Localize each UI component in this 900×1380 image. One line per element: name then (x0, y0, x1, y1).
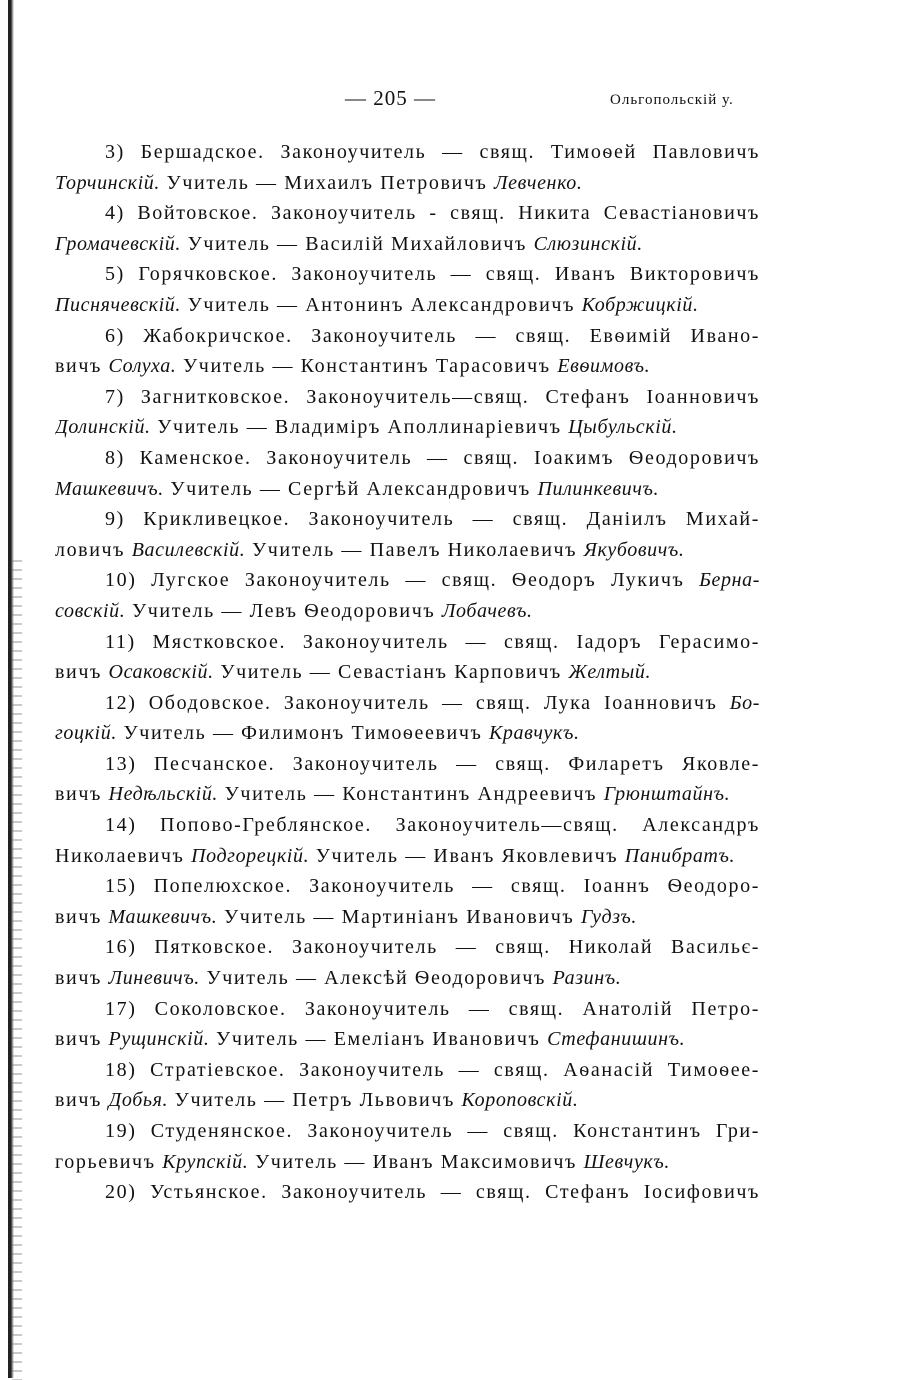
text-run: вичъ (55, 905, 109, 928)
entry-first-line (55, 565, 760, 596)
text-run: Учитель — Михаилъ Петровичъ (160, 171, 495, 194)
entry-first-line (55, 198, 760, 229)
italic-name: Лобачевъ. (441, 599, 533, 622)
entry-continuation-line (55, 841, 760, 872)
italic-name: Цыбульскій. (568, 416, 678, 439)
text-run: Учитель — Петръ Львовичъ (168, 1089, 462, 1112)
text-run: вичъ (55, 355, 109, 378)
italic-name: Кобржицкій. (581, 293, 699, 316)
entry-first-line (55, 382, 760, 413)
italic-name: Грюнштайнъ. (603, 783, 731, 806)
text-run: 20) Устьянское. Законоучитель — свящ. Стефанъ Іосифовичъ (105, 1181, 760, 1204)
italic-name: Подгорецкій. (191, 844, 310, 867)
entry-continuation-line (55, 290, 760, 321)
entry-first-line (55, 688, 760, 719)
italic-name: Разинъ. (552, 967, 622, 990)
text-run: Учитель — Алексѣй Ѳеодоровичъ (199, 967, 553, 990)
text-run: 19) Студенянское. Законоучитель — свящ. Константинъ Гри- (105, 1120, 760, 1142)
italic-name: Рущинскій. (108, 1028, 210, 1051)
entry-first-line (55, 627, 760, 658)
text-run: Учитель — Павелъ Николаевичъ (245, 538, 584, 561)
entry-continuation-line (55, 1085, 760, 1116)
entry-paragraph (55, 198, 760, 259)
text-run: Учитель — Иванъ Яковлевичъ (309, 844, 625, 867)
page-body (55, 137, 760, 1208)
entry-paragraph (55, 137, 760, 198)
entry-paragraph (55, 627, 760, 688)
entry-paragraph (55, 1177, 760, 1208)
entry-paragraph (55, 810, 760, 871)
text-run: Учитель — Емеліанъ Ивановичъ (209, 1028, 548, 1051)
entry-continuation-line (55, 229, 760, 260)
entry-first-line (55, 137, 760, 168)
text-run: 7) Загнитковское. Законоучитель—свящ. Стефанъ Іоанновичъ (105, 385, 760, 408)
italic-name: гоцкій. (55, 722, 117, 745)
italic-name: Левченко. (494, 171, 583, 194)
text-run: горьевичъ (55, 1150, 163, 1173)
entry-paragraph (55, 688, 760, 749)
page-number: — 205 — (345, 86, 436, 110)
italic-name: Берна- (699, 569, 760, 592)
italic-name: Долинскій. (55, 416, 151, 439)
entry-paragraph (55, 321, 760, 382)
entry-first-line (55, 1177, 760, 1208)
italic-name: Крупскій. (162, 1150, 249, 1173)
italic-name: Кравчукъ. (489, 722, 580, 745)
entry-paragraph (55, 259, 760, 320)
text-run: 13) Песчанское. Законоучитель — свящ. Филаретъ Яковле- (105, 752, 760, 775)
text-run: 11) Мястковское. Законоучитель — свящ. Іадоръ Герасимо- (105, 630, 760, 653)
italic-name: Слюзинскій. (533, 232, 643, 255)
entry-continuation-line (55, 412, 760, 443)
entry-paragraph (55, 871, 760, 932)
text-run: Учитель — Константинъ Андреевичъ (218, 783, 604, 806)
entry-continuation-line (55, 718, 760, 749)
italic-name: Линевичъ. (108, 967, 200, 990)
entry-first-line (55, 443, 760, 474)
text-run: Учитель — Мартиніанъ Ивановичъ (217, 905, 581, 928)
italic-name: Панибратъ. (624, 844, 736, 867)
text-run: 8) Каменское. Законоучитель — свящ. Іоакимъ Ѳеодоровичъ (105, 446, 760, 469)
text-run: Учитель — Севастіанъ Карповичъ (213, 661, 569, 684)
entry-continuation-line (55, 963, 760, 994)
text-run: 3) Бершадское. Законоучитель — свящ. Тимоѳей Павловичъ (105, 141, 760, 163)
entry-first-line (55, 932, 760, 963)
text-run: 10) Лугское Законоучитель — свящ. Ѳеодоръ Лукичъ (105, 569, 700, 592)
italic-name: Желтый. (568, 661, 652, 684)
text-run: Учитель — Константинъ Тарасовичъ (176, 355, 558, 378)
scan-edge-noise (12, 560, 22, 1380)
text-run: Учитель — Иванъ Максимовичъ (248, 1150, 584, 1173)
text-run: вичъ (55, 783, 109, 806)
italic-name: Громачевскій. (55, 232, 181, 255)
italic-name: Добья. (108, 1089, 169, 1112)
text-run: Учитель — Левъ Ѳеодоровичъ (125, 599, 442, 622)
entry-first-line (55, 1055, 760, 1086)
entry-paragraph (55, 932, 760, 993)
text-run: ловичъ (55, 538, 132, 561)
italic-name: Торчинскій. (55, 171, 160, 194)
entry-paragraph (55, 565, 760, 626)
entry-paragraph (55, 749, 760, 810)
text-run: Учитель — Сергѣй Александровичъ (163, 477, 538, 500)
text-run: 17) Соколовское. Законоучитель — свящ. Анатолій Петро- (105, 997, 760, 1020)
entry-paragraph (55, 504, 760, 565)
entry-first-line (55, 994, 760, 1025)
entry-paragraph (55, 1116, 760, 1177)
text-run: Николаевичъ (55, 844, 192, 867)
entry-continuation-line (55, 1147, 760, 1178)
entry-continuation-line (55, 657, 760, 688)
italic-name: Недѣльскій. (108, 783, 219, 806)
entry-continuation-line (55, 535, 760, 566)
entry-first-line (55, 871, 760, 902)
italic-name: Машкевичъ. (55, 477, 164, 500)
text-run: 14) Попово-Греблянское. Законоучитель—свящ. Александръ (105, 814, 760, 837)
text-run: 4) Войтовское. Законоучитель - свящ. Никита Севастіановичъ (105, 202, 760, 225)
text-run: 6) Жабокричское. Законоучитель — свящ. Евѳимій Ивано- (105, 324, 760, 347)
italic-name: Якубовичъ. (583, 538, 685, 561)
entry-first-line (55, 259, 760, 290)
entry-continuation-line (55, 596, 760, 627)
entry-first-line (55, 810, 760, 841)
italic-name: Бо- (729, 691, 760, 714)
entry-continuation-line (55, 168, 760, 199)
page-header (0, 86, 900, 116)
italic-name: Гудзъ. (580, 905, 637, 928)
italic-name: Короповскій. (461, 1089, 579, 1112)
entry-first-line (55, 1116, 760, 1147)
entry-first-line (55, 504, 760, 535)
italic-name: Солуха. (108, 355, 177, 378)
text-run: вичъ (55, 1028, 109, 1051)
text-run: 12) Ободовское. Законоучитель — свящ. Лука Іоанновичъ (105, 691, 730, 714)
text-run: Учитель — Антонинъ Александровичъ (180, 293, 582, 316)
italic-name: Пилинкевичъ. (537, 477, 660, 500)
running-title: Ольгопольскій у. (610, 92, 734, 108)
text-run: 5) Горячковское. Законоучитель — свящ. Иванъ Викторовичъ (105, 263, 760, 286)
text-run: вичъ (55, 1089, 109, 1112)
italic-name: Стефанишинъ. (547, 1028, 686, 1051)
entry-paragraph (55, 382, 760, 443)
text-run: вичъ (55, 661, 109, 684)
entry-continuation-line (55, 902, 760, 933)
text-run: Учитель — Василій Михайловичъ (180, 232, 534, 255)
text-run: Учитель — Владиміръ Аполлинаріевичъ (150, 416, 569, 439)
italic-name: Писнячевскій. (55, 293, 181, 316)
italic-name: Осаковскій. (108, 661, 214, 684)
entry-paragraph (55, 994, 760, 1055)
italic-name: Василевскій. (131, 538, 246, 561)
text-run: Учитель — Филимонъ Тимоѳеевичъ (116, 722, 490, 745)
entry-paragraph (55, 1055, 760, 1116)
italic-name: совскій. (55, 599, 126, 622)
text-run: 9) Крикливецкое. Законоучитель — свящ. Даніилъ Михай- (105, 508, 760, 531)
entry-continuation-line (55, 779, 760, 810)
italic-name: Евѳимовъ. (557, 355, 651, 378)
entry-paragraph (55, 443, 760, 504)
entry-first-line (55, 749, 760, 780)
entry-first-line (55, 321, 760, 352)
entry-continuation-line (55, 1024, 760, 1055)
italic-name: Машкевичъ. (108, 905, 218, 928)
italic-name: Шевчукъ. (583, 1150, 670, 1173)
entry-continuation-line (55, 351, 760, 382)
text-run: 18) Стратіевское. Законоучитель — свящ. Аѳанасій Тимоѳее- (105, 1058, 760, 1081)
text-run: 15) Попелюхское. Законоучитель — свящ. Іоаннъ Ѳеодоро- (105, 875, 760, 898)
entry-continuation-line (55, 474, 760, 505)
text-run: 16) Пятковское. Законоучитель — свящ. Николай Васильє- (105, 936, 760, 959)
text-run: вичъ (55, 967, 109, 990)
